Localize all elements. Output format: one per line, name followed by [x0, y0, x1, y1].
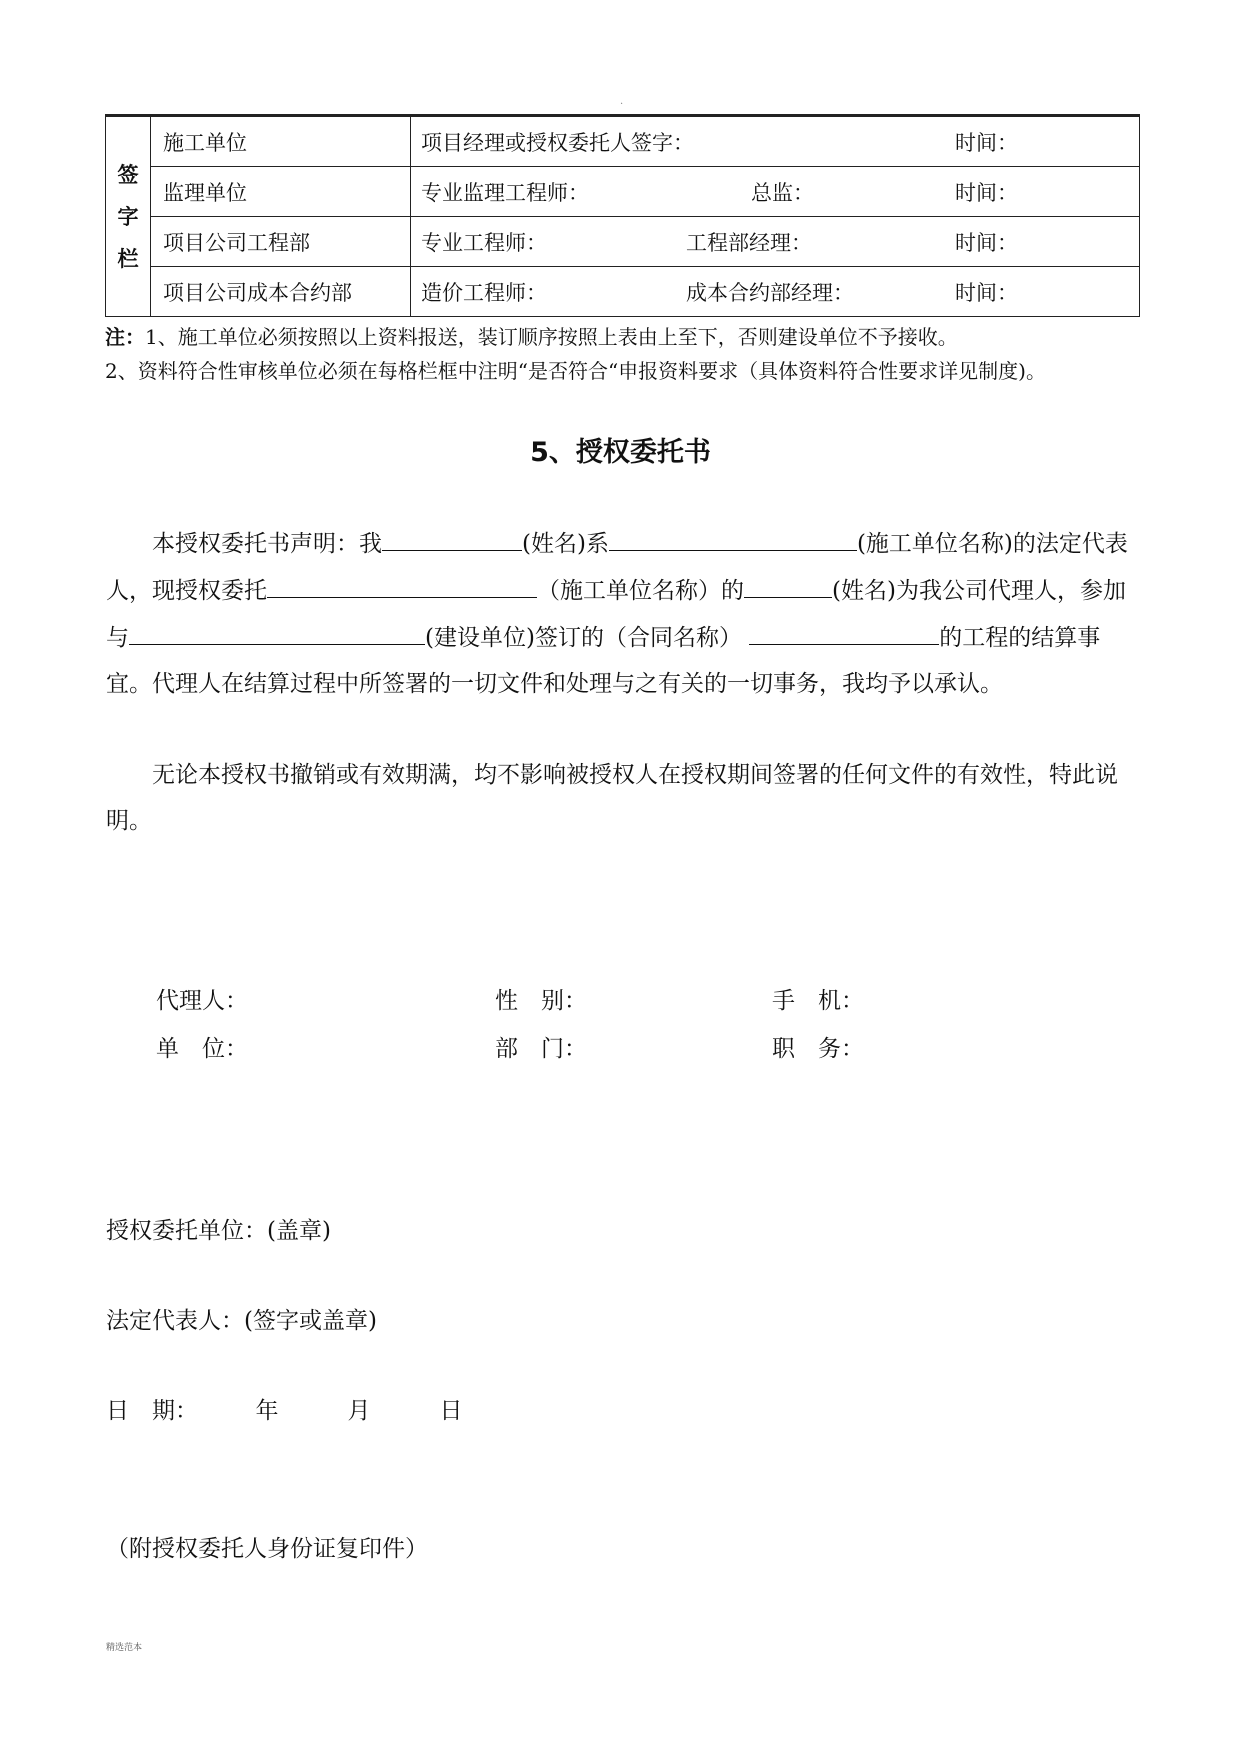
table-row: [106, 217, 1140, 267]
position-label: 职 务：: [772, 1036, 864, 1062]
gender-label: 性 别：: [495, 988, 587, 1014]
unit-cell: 施工单位: [151, 117, 411, 167]
phone-label: 手 机：: [772, 988, 864, 1014]
note-line-2: 2、资料符合性审核单位必须在每格栏框中注明“是否符合“申报资料要求（具体资料符合性要求详见制度)。: [105, 359, 1046, 383]
page-title: 5、授权委托书: [530, 437, 711, 468]
attachment-note: （附授权委托人身份证复印件）: [106, 1536, 428, 1562]
side-label: 签 字 栏: [106, 117, 151, 317]
note-line-1: 注：1、施工单位必须按照以上资料报送，装订顺序按照上表由上至下，否则建设单位不予接收。: [105, 325, 958, 349]
table-row: [106, 167, 1140, 217]
signature-table: [105, 116, 1140, 317]
table-row: [106, 267, 1140, 317]
header-dot: .: [620, 96, 624, 107]
unit-cell: 项目公司成本合约部: [151, 267, 411, 317]
signers-cell: 造价工程师： 成本合约部经理： 时间：: [411, 267, 1140, 317]
dept-label: 部 门：: [495, 1036, 587, 1062]
table-row: [106, 117, 1140, 167]
unit-cell: 项目公司工程部: [151, 217, 411, 267]
body-paragraph-2: 无论本授权书撤销或有效期满，均不影响被授权人在授权期间签署的任何文件的有效性，特此说明。: [106, 762, 1118, 834]
signers-cell: 项目经理或授权委托人签字： 时间：: [411, 117, 1140, 167]
legal-rep-line: 法定代表人：(签字或盖章): [106, 1308, 377, 1334]
stamp-line: 授权委托单位：(盖章): [106, 1218, 331, 1244]
unit-label: 单 位：: [156, 1036, 248, 1062]
signers-cell: 专业监理工程师： 总监： 时间：: [411, 167, 1140, 217]
body-paragraph-1: 本授权委托书声明：我 (姓名)系 (施工单位名称)的法定代表人，现授权委托 （施工单位名称）的 (姓名)为我公司代理人，参加与 (建设单位)签订的（合同名称） 的工程的结算事宜。代理人在结算过程中所签署的一切文件和处理与之有关的一切事务，我均予以承认。: [106, 520, 1146, 707]
footer-text: 精选范本: [106, 1643, 143, 1653]
agent-label: 代理人：: [156, 988, 248, 1014]
date-line: 日 期： 年 月 日: [106, 1398, 463, 1424]
signers-cell: 专业工程师： 工程部经理： 时间：: [411, 217, 1140, 267]
unit-cell: 监理单位: [151, 167, 411, 217]
